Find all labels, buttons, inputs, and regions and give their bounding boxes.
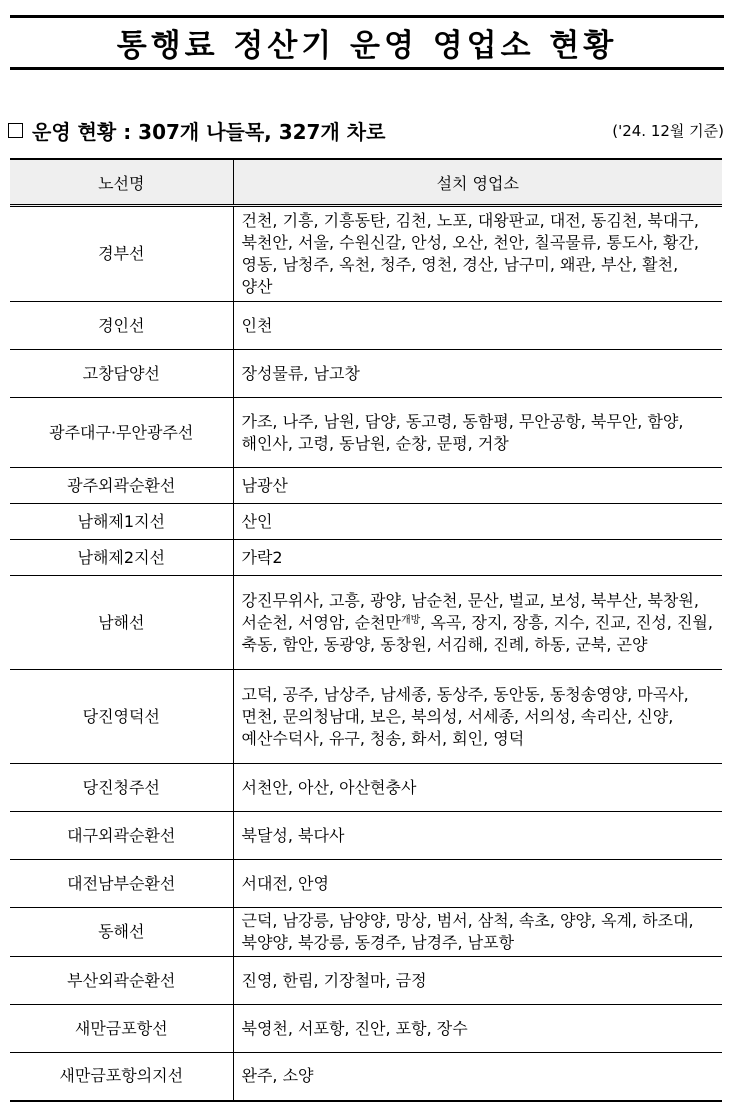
square-bullet-icon: [8, 123, 23, 138]
page-title: 통행료 정산기 운영 영업소 현황: [116, 28, 618, 64]
summary-text: 운영 현황 : 307개 나들목, 327개 차로: [32, 119, 386, 144]
route-name: 대전남부순환선: [10, 860, 233, 908]
table-row: [10, 576, 722, 670]
route-name: 경부선: [10, 206, 233, 302]
office-list: 서천안, 아산, 아산현충사: [233, 764, 722, 812]
office-list-part: 강진무위사, 고흥, 광양, 남순천, 문산, 벌교, 보성, 북부산, 북창원, 서순천, 서영암, 순천만: [241, 590, 699, 632]
table-row: [10, 908, 722, 957]
office-list: [233, 576, 722, 670]
table-row: [10, 302, 722, 350]
table-row: [10, 398, 722, 468]
route-name: 남해제2지선: [10, 540, 233, 576]
office-list: 진영, 한림, 기장철마, 금정: [233, 957, 722, 1005]
office-list: 고덕, 공주, 남상주, 남세종, 동상주, 동안동, 동청송영양, 마곡사, 면천, 문의청남대, 보은, 북의성, 서세종, 서의성, 속리산, 신양, 예산수덕사, 유구, 청송, 화서, 회인, 영덕: [233, 670, 722, 764]
office-list: 가락2: [233, 540, 722, 576]
table-row: [10, 350, 722, 398]
office-list: 북영천, 서포항, 진안, 포항, 장수: [233, 1005, 722, 1053]
office-list-part: , 옥곡, 장지, 장흥, 지수, 진교, 진성, 진월, 축동, 함안, 동광양, 동창원, 서김해, 진례, 하동, 군북, 곤양: [241, 612, 713, 654]
route-name: 부산외곽순환선: [10, 957, 233, 1005]
table-row: [10, 812, 722, 860]
table-row: [10, 764, 722, 812]
header-route: 노선명: [10, 159, 233, 206]
table-row: [10, 1005, 722, 1053]
table-row: [10, 1053, 722, 1101]
office-list: 완주, 소양: [233, 1053, 722, 1101]
route-name: 광주대구·무안광주선: [10, 398, 233, 468]
title-box: [10, 15, 724, 70]
route-name: 남해선: [10, 576, 233, 670]
office-list: 건천, 기흥, 기흥동탄, 김천, 노포, 대왕판교, 대전, 동김천, 북대구, 북천안, 서울, 수원신갈, 안성, 오산, 천안, 칠곡물류, 통도사, 황간, 영동, 남청주, 옥천, 청주, 영천, 경산, 남구미, 왜관, 부산, 활천, 양산: [233, 206, 722, 302]
summary-line: [8, 114, 724, 146]
route-name: 당진청주선: [10, 764, 233, 812]
office-list: 인천: [233, 302, 722, 350]
table-row: [10, 468, 722, 504]
route-name: 대구외곽순환선: [10, 812, 233, 860]
table-header-row: [10, 159, 722, 206]
table-row: [10, 670, 722, 764]
route-name: 남해제1지선: [10, 504, 233, 540]
route-name: 경인선: [10, 302, 233, 350]
reference-date: ('24. 12월 기준): [612, 121, 724, 140]
office-list: 북달성, 북다사: [233, 812, 722, 860]
table-row: [10, 206, 722, 302]
route-name: 고창담양선: [10, 350, 233, 398]
table-row: [10, 504, 722, 540]
table-row: [10, 957, 722, 1005]
table-row: [10, 540, 722, 576]
route-name: 새만금포항선: [10, 1005, 233, 1053]
office-list: 장성물류, 남고창: [233, 350, 722, 398]
summary-heading: [8, 116, 385, 145]
office-list: 서대전, 안영: [233, 860, 722, 908]
route-name: 동해선: [10, 908, 233, 957]
office-list: 근덕, 남강릉, 남양양, 망상, 범서, 삼척, 속초, 양양, 옥계, 하조대, 북양양, 북강릉, 동경주, 남경주, 남포항: [233, 908, 722, 957]
open-marker: 개방: [400, 614, 421, 626]
route-office-table: [10, 158, 722, 1102]
office-list: 산인: [233, 504, 722, 540]
office-list: 가조, 나주, 남원, 담양, 동고령, 동함평, 무안공항, 북무안, 함양, 해인사, 고령, 동남원, 순창, 문평, 거창: [233, 398, 722, 468]
route-name: 새만금포항의지선: [10, 1053, 233, 1101]
route-name: 광주외곽순환선: [10, 468, 233, 504]
header-offices: 설치 영업소: [233, 159, 722, 206]
route-name: 당진영덕선: [10, 670, 233, 764]
table-row: [10, 860, 722, 908]
office-list: 남광산: [233, 468, 722, 504]
